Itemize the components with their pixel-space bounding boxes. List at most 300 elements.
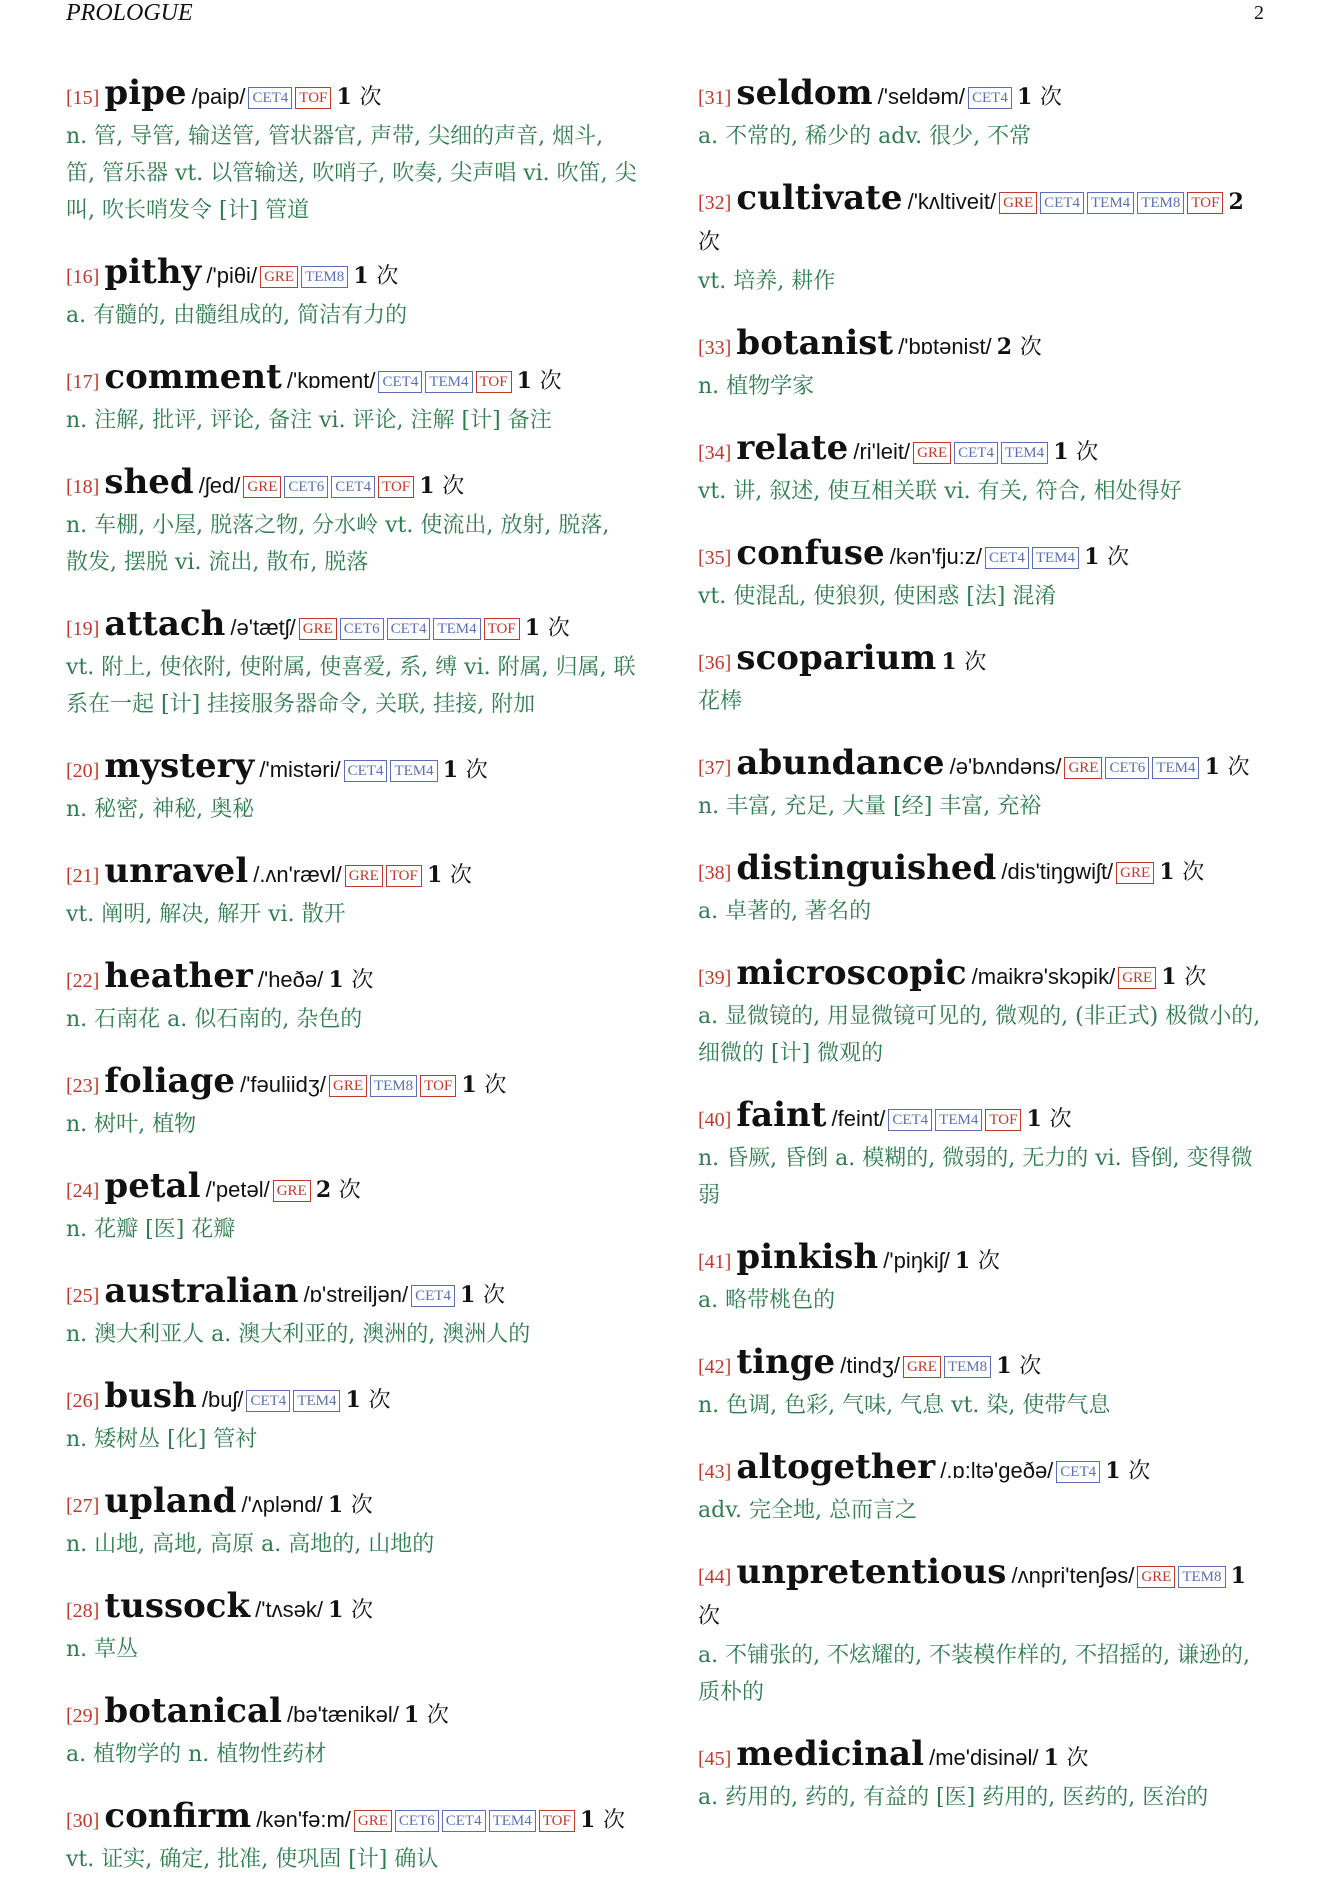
entry-headline	[698, 429, 1272, 473]
headword: confirm	[104, 1796, 252, 1836]
definition: a. 不铺张的, 不炫耀的, 不装模作样的, 不招摇的, 谦逊的, 质朴的	[698, 1643, 1251, 1705]
exam-tag: GRE	[999, 192, 1037, 214]
exam-tag: CET4	[411, 1285, 455, 1307]
entry-index: [25]	[66, 1285, 100, 1307]
occurrence-count	[316, 1177, 361, 1203]
exam-tag: CET6	[395, 1810, 439, 1832]
count-unit: 次	[442, 474, 465, 499]
headword: comment	[104, 357, 282, 397]
definition: n. 草丛	[66, 1637, 139, 1662]
count-unit: 次	[977, 1249, 1000, 1274]
exam-tag: TEM8	[1137, 192, 1184, 214]
entry-index: [29]	[66, 1705, 100, 1727]
occurrence-count	[941, 649, 986, 675]
occurrence-count	[517, 368, 562, 394]
entry-index: [37]	[698, 757, 732, 779]
entry-index: [18]	[66, 476, 100, 498]
vocab-entry	[698, 954, 1272, 1072]
phonetic: /'piŋkiʃ/	[883, 1248, 950, 1273]
entry-headline	[66, 605, 638, 649]
count-unit: 次	[539, 369, 562, 394]
count-number: 1	[403, 1702, 420, 1728]
exam-tag: CET6	[1105, 757, 1149, 779]
entry-headline	[66, 1377, 638, 1421]
entry-index: [27]	[66, 1495, 100, 1517]
entry-index: [22]	[66, 970, 100, 992]
phonetic: /dis'tiŋgwiʃt/	[1001, 859, 1114, 884]
occurrence-count	[1027, 1106, 1072, 1132]
headword: tussock	[104, 1586, 251, 1626]
entry-index: [26]	[66, 1390, 100, 1412]
headword: mystery	[104, 746, 255, 786]
count-unit: 次	[368, 1388, 391, 1413]
exam-tag: TOF	[476, 371, 512, 393]
entry-index: [19]	[66, 618, 100, 640]
count-number: 1	[426, 862, 443, 888]
phonetic: /ə'bʌndəns/	[949, 754, 1062, 779]
exam-tag: TOF	[539, 1810, 575, 1832]
vocab-entry	[66, 358, 638, 439]
count-unit: 次	[350, 1493, 373, 1518]
count-unit: 次	[465, 758, 488, 783]
exam-tag: TOF	[484, 618, 520, 640]
entry-index: [16]	[66, 266, 100, 288]
headword: unravel	[104, 851, 249, 891]
vocab-entry	[698, 744, 1272, 825]
count-number: 1	[1161, 964, 1177, 990]
exam-tag: GRE	[1116, 862, 1154, 884]
occurrence-count	[525, 615, 570, 641]
count-unit: 次	[1227, 755, 1250, 780]
headword: foliage	[104, 1061, 235, 1101]
entry-headline	[66, 1587, 638, 1631]
vocab-entry	[698, 1238, 1272, 1319]
definition: n. 昏厥, 昏倒 a. 模糊的, 微弱的, 无力的 vi. 昏倒, 变得微弱	[698, 1146, 1253, 1208]
entry-headline	[698, 534, 1272, 578]
occurrence-count	[996, 1353, 1041, 1379]
count-unit: 次	[484, 1073, 507, 1098]
occurrence-count	[1161, 964, 1206, 990]
phonetic: /'petəl/	[205, 1177, 270, 1202]
left-column	[66, 74, 638, 1902]
count-number: 1	[579, 1807, 596, 1833]
entry-index: [35]	[698, 547, 732, 569]
definition: n. 澳大利亚人 a. 澳大利亚的, 澳洲的, 澳洲人的	[66, 1322, 531, 1347]
definition: a. 药用的, 药的, 有益的 [医] 药用的, 医药的, 医治的	[698, 1785, 1209, 1810]
entry-headline	[698, 1448, 1272, 1492]
definition: a. 植物学的 n. 植物性药材	[66, 1742, 327, 1767]
entry-headline	[698, 1238, 1272, 1282]
vocab-entry	[698, 639, 1272, 720]
definition: vt. 使混乱, 使狼狈, 使困惑 [法] 混淆	[698, 584, 1057, 609]
vocab-entry	[66, 1062, 638, 1143]
entry-index: [23]	[66, 1075, 100, 1097]
phonetic: /ri'leit/	[853, 439, 911, 464]
headword: pithy	[104, 252, 202, 292]
count-unit: 次	[359, 85, 382, 110]
count-number: 1	[1159, 859, 1175, 885]
vocab-entry	[66, 852, 638, 933]
count-number: 1	[1043, 1745, 1059, 1771]
count-number: 1	[954, 1248, 971, 1274]
count-number: 1	[1204, 754, 1220, 780]
count-unit: 次	[351, 968, 374, 993]
phonetic: /.ʌn'rævl/	[253, 862, 342, 887]
exam-tag: CET4	[1056, 1461, 1100, 1483]
exam-tag: GRE	[913, 442, 951, 464]
vocab-entry	[66, 253, 638, 334]
vocab-entry	[66, 605, 638, 723]
count-number: 1	[460, 1282, 476, 1308]
vocab-entry	[66, 1587, 638, 1668]
count-number: 2	[315, 1177, 332, 1203]
headword: tinge	[736, 1342, 836, 1382]
occurrence-count	[1105, 1458, 1150, 1484]
exam-tag: TEM4	[425, 371, 472, 393]
entry-index: [40]	[698, 1109, 732, 1131]
exam-tag: CET6	[340, 618, 384, 640]
headword: shed	[104, 462, 194, 502]
vocab-entry	[698, 1553, 1272, 1711]
right-column	[698, 74, 1272, 1840]
vocab-entry	[698, 429, 1272, 510]
count-number: 1	[1016, 84, 1033, 110]
count-unit: 次	[376, 264, 399, 289]
phonetic: /'heðə/	[257, 967, 324, 992]
count-unit: 次	[1182, 860, 1205, 885]
count-number: 1	[524, 615, 541, 641]
phonetic: /'seldəm/	[877, 84, 965, 109]
vocab-entry	[698, 1096, 1272, 1214]
definition: n. 花瓣 [医] 花瓣	[66, 1217, 236, 1242]
vocab-entry	[698, 179, 1272, 300]
entry-index: [32]	[698, 192, 732, 214]
phonetic: /'piθi/	[206, 263, 258, 288]
definition: n. 车棚, 小屋, 脱落之物, 分水岭 vt. 使流出, 放射, 脱落, 散发, 摆脱 vi. 流出, 散布, 脱落	[66, 513, 610, 575]
exam-tag: TEM4	[935, 1109, 982, 1131]
definition: a. 显微镜的, 用显微镜可见的, 微观的, (非正式) 极微小的, 细微的 [计] 微观的	[698, 1004, 1261, 1066]
entry-headline	[698, 1343, 1272, 1387]
headword: seldom	[736, 73, 873, 113]
entry-index: [21]	[66, 865, 100, 887]
phonetic: /paip/	[191, 84, 246, 109]
count-unit: 次	[1049, 1107, 1072, 1132]
occurrence-count	[1159, 859, 1204, 885]
occurrence-count	[427, 862, 472, 888]
entry-headline	[698, 849, 1272, 893]
exam-tag: CET6	[284, 476, 328, 498]
vocab-entry	[66, 1482, 638, 1563]
phonetic: /'fəuliidʒ/	[240, 1072, 326, 1097]
exam-tag: TEM4	[1032, 547, 1079, 569]
exam-tag: CET4	[985, 547, 1029, 569]
exam-tag: GRE	[273, 1180, 311, 1202]
count-number: 1	[345, 1387, 361, 1413]
entry-headline	[66, 1797, 638, 1841]
headword: relate	[736, 428, 849, 468]
exam-tag: TOF	[420, 1075, 456, 1097]
count-number: 1	[336, 84, 352, 110]
entry-index: [30]	[66, 1810, 100, 1832]
exam-tag: TOF	[378, 476, 414, 498]
vocab-entry	[66, 1167, 638, 1248]
count-unit: 次	[1184, 965, 1207, 990]
headword: petal	[104, 1166, 201, 1206]
exam-tag: TOF	[985, 1109, 1021, 1131]
definition: vt. 阐明, 解决, 解开 vi. 散开	[66, 902, 346, 927]
count-number: 1	[1053, 439, 1069, 465]
count-unit: 次	[351, 1598, 374, 1623]
entry-headline	[698, 1735, 1272, 1779]
exam-tag: TEM4	[489, 1810, 536, 1832]
exam-tag: TEM4	[1152, 757, 1199, 779]
occurrence-count	[1053, 439, 1098, 465]
definition: n. 丰富, 充足, 大量 [经] 丰富, 充裕	[698, 794, 1042, 819]
occurrence-count	[328, 967, 373, 993]
phonetic: /kən'fə:m/	[256, 1807, 351, 1832]
headword: distinguished	[736, 848, 997, 888]
occurrence-count	[328, 1597, 373, 1623]
count-unit: 次	[547, 616, 570, 641]
exam-tag: CET4	[888, 1109, 932, 1131]
phonetic: /feint/	[831, 1106, 886, 1131]
exam-tag: CET4	[968, 87, 1012, 109]
count-unit: 次	[1066, 1746, 1089, 1771]
phonetic: /maikrə'skɔpik/	[971, 964, 1116, 989]
occurrence-count	[1044, 1745, 1089, 1771]
exam-tag: CET4	[387, 618, 431, 640]
entry-headline	[66, 1272, 638, 1316]
definition: n. 注解, 批评, 评论, 备注 vi. 评论, 注解 [计] 备注	[66, 408, 552, 433]
exam-tag: GRE	[260, 266, 298, 288]
exam-tag: TEM8	[1178, 1566, 1225, 1588]
headword: pipe	[104, 73, 187, 113]
definition: a. 不常的, 稀少的 adv. 很少, 不常	[698, 124, 1032, 149]
phonetic: /'mistəri/	[259, 757, 341, 782]
occurrence-count	[955, 1248, 1000, 1274]
count-unit: 次	[1019, 1354, 1042, 1379]
count-number: 1	[419, 473, 435, 499]
headword: pinkish	[736, 1237, 879, 1277]
count-unit: 次	[964, 650, 987, 675]
count-number: 1	[1084, 544, 1100, 570]
count-number: 1	[1105, 1458, 1121, 1484]
entry-headline	[66, 957, 638, 1001]
vocab-entry	[66, 747, 638, 828]
definition: a. 有髓的, 由髓组成的, 简洁有力的	[66, 303, 408, 328]
vocab-entry	[66, 1272, 638, 1353]
occurrence-count	[346, 1387, 391, 1413]
count-number: 1	[442, 757, 459, 783]
phonetic: /buʃ/	[201, 1387, 244, 1412]
headword: botanist	[736, 323, 894, 363]
entry-headline	[698, 639, 1272, 683]
count-number: 1	[461, 1072, 477, 1098]
count-unit: 次	[602, 1808, 625, 1833]
entry-index: [41]	[698, 1251, 732, 1273]
phonetic: /ɒ'streiljən/	[303, 1282, 409, 1307]
entry-headline	[66, 747, 638, 791]
occurrence-count	[1017, 84, 1062, 110]
entry-headline	[698, 1553, 1272, 1637]
entry-headline	[66, 1167, 638, 1211]
exam-tag: TOF	[1187, 192, 1223, 214]
entry-index: [31]	[698, 87, 732, 109]
vocab-entry	[698, 849, 1272, 930]
exam-tag: TOF	[386, 865, 422, 887]
headword: botanical	[104, 1691, 282, 1731]
exam-tag: TEM4	[1001, 442, 1048, 464]
exam-tag: TEM4	[433, 618, 480, 640]
entry-headline	[698, 74, 1272, 118]
count-number: 1	[996, 1353, 1012, 1379]
running-header-title: PROLOGUE	[66, 0, 193, 26]
vocab-entry	[698, 1735, 1272, 1816]
vocab-entry	[66, 1797, 638, 1878]
entry-index: [36]	[698, 652, 732, 674]
exam-tag: CET4	[954, 442, 998, 464]
definition: a. 卓著的, 著名的	[698, 899, 872, 924]
headword: microscopic	[736, 953, 967, 993]
count-number: 1	[1230, 1563, 1246, 1589]
count-number: 1	[516, 368, 532, 394]
vocab-entry	[698, 1448, 1272, 1529]
phonetic: /ʌnpri'tenʃəs/	[1011, 1563, 1135, 1588]
phonetic: /me'disinəl/	[929, 1745, 1039, 1770]
exam-tag: CET4	[1040, 192, 1084, 214]
exam-tag: GRE	[345, 865, 383, 887]
definition: n. 色调, 色彩, 气味, 气息 vt. 染, 使带气息	[698, 1393, 1111, 1418]
count-number: 1	[941, 649, 957, 675]
count-unit: 次	[483, 1283, 506, 1308]
exam-tag: TEM4	[293, 1390, 340, 1412]
headword: altogether	[736, 1447, 936, 1487]
entry-headline	[66, 852, 638, 896]
count-number: 2	[1228, 189, 1244, 215]
entry-index: [28]	[66, 1600, 100, 1622]
count-unit: 次	[698, 230, 721, 255]
phonetic: /'bɒtənist/	[898, 334, 992, 359]
count-unit: 次	[338, 1178, 361, 1203]
count-unit: 次	[698, 1604, 721, 1629]
count-number: 1	[353, 263, 369, 289]
exam-tag: GRE	[354, 1810, 392, 1832]
definition: n. 植物学家	[698, 374, 815, 399]
count-unit: 次	[1128, 1459, 1151, 1484]
entry-headline	[66, 253, 638, 297]
occurrence-count	[997, 334, 1042, 360]
exam-tag: CET4	[246, 1390, 290, 1412]
vocab-entry	[698, 1343, 1272, 1424]
entry-index: [34]	[698, 442, 732, 464]
occurrence-count	[1205, 754, 1250, 780]
definition: n. 石南花 a. 似石南的, 杂色的	[66, 1007, 363, 1032]
vocab-entry	[66, 463, 638, 581]
headword: australian	[104, 1271, 299, 1311]
definition: vt. 讲, 叙述, 使互相关联 vi. 有关, 符合, 相处得好	[698, 479, 1182, 504]
count-unit: 次	[1076, 440, 1099, 465]
occurrence-count	[443, 757, 488, 783]
exam-tag: TOF	[295, 87, 331, 109]
vocab-entry	[698, 534, 1272, 615]
exam-tag: GRE	[243, 476, 281, 498]
entry-index: [45]	[698, 1748, 732, 1770]
vocab-entry	[698, 74, 1272, 155]
definition: adv. 完全地, 总而言之	[698, 1498, 917, 1523]
definition: a. 略带桃色的	[698, 1288, 836, 1313]
exam-tag: GRE	[903, 1356, 941, 1378]
headword: confuse	[736, 533, 885, 573]
count-number: 1	[328, 967, 344, 993]
definition: n. 矮树丛 [化] 管衬	[66, 1427, 258, 1452]
entry-index: [42]	[698, 1356, 732, 1378]
entry-headline	[698, 1096, 1272, 1140]
definition: n. 树叶, 植物	[66, 1112, 197, 1137]
definition: vt. 附上, 使依附, 使附属, 使喜爱, 系, 缚 vi. 附属, 归属, 联系在一起 [计] 挂接服务器命令, 关联, 挂接, 附加	[66, 655, 636, 717]
entry-headline	[698, 954, 1272, 998]
vocab-entry	[698, 324, 1272, 405]
entry-headline	[66, 74, 638, 118]
entry-headline	[66, 1692, 638, 1736]
exam-tag: GRE	[1118, 967, 1156, 989]
definition: n. 山地, 高地, 高原 a. 高地的, 山地的	[66, 1532, 435, 1557]
exam-tag: CET4	[442, 1810, 486, 1832]
occurrence-count	[336, 84, 381, 110]
count-number: 1	[327, 1492, 344, 1518]
occurrence-count	[404, 1702, 449, 1728]
exam-tag: CET4	[378, 371, 422, 393]
entry-headline	[698, 744, 1272, 788]
phonetic: /ʃed/	[198, 473, 241, 498]
occurrence-count	[353, 263, 398, 289]
entry-headline	[698, 324, 1272, 368]
count-number: 2	[996, 334, 1013, 360]
phonetic: /tindʒ/	[840, 1353, 900, 1378]
definition: vt. 证实, 确定, 批准, 使巩固 [计] 确认	[66, 1847, 439, 1872]
exam-tag: GRE	[299, 618, 337, 640]
headword: unpretentious	[736, 1552, 1007, 1592]
phonetic: /'tʌsək/	[255, 1597, 323, 1622]
entry-index: [15]	[66, 87, 100, 109]
entry-index: [38]	[698, 862, 732, 884]
entry-headline	[66, 358, 638, 402]
exam-tag: TEM4	[1087, 192, 1134, 214]
exam-tag: GRE	[1064, 757, 1102, 779]
headword: faint	[736, 1095, 827, 1135]
definition: vt. 培养, 耕作	[698, 269, 836, 294]
entry-headline	[66, 463, 638, 507]
headword: abundance	[736, 743, 945, 783]
headword: upland	[104, 1481, 237, 1521]
phonetic: /kən'fju:z/	[889, 544, 982, 569]
exam-tag: TEM8	[370, 1075, 417, 1097]
entry-index: [17]	[66, 371, 100, 393]
count-number: 1	[328, 1597, 344, 1623]
definition: n. 管, 导管, 输送管, 管状器官, 声带, 尖细的声音, 烟斗, 笛, 管乐器 vt. 以管输送, 吹哨子, 吹奏, 尖声唱 vi. 吹笛, 尖叫, 吹长哨发令 [计] 管道	[66, 124, 637, 223]
entry-index: [44]	[698, 1566, 732, 1588]
count-number: 1	[1026, 1106, 1042, 1132]
definition: n. 秘密, 神秘, 奥秘	[66, 797, 255, 822]
phonetic: /.ɒ:ltə'geðə/	[940, 1458, 1054, 1483]
occurrence-count	[419, 473, 464, 499]
exam-tag: GRE	[329, 1075, 367, 1097]
entry-headline	[66, 1062, 638, 1106]
headword: heather	[104, 956, 253, 996]
page-number: 2	[1254, 2, 1264, 24]
vocab-entry	[66, 1692, 638, 1773]
phonetic: /ə'tætʃ/	[230, 615, 296, 640]
exam-tag: TEM8	[301, 266, 348, 288]
